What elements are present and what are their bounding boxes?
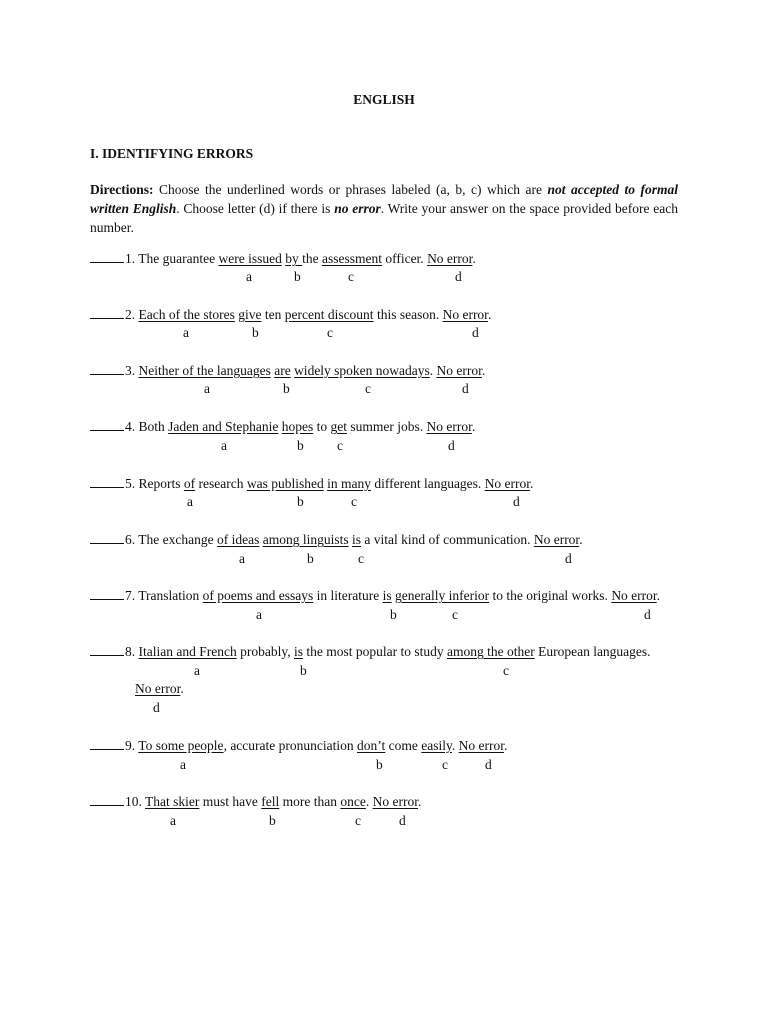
option-d-text: No error [436,363,482,378]
option-label-c: c [365,381,371,396]
option-label-d: d [462,381,469,396]
option-label-b: b [252,325,259,340]
section-heading: I. IDENTIFYING ERRORS [90,146,254,161]
question-text: different languages. [370,476,485,491]
question-1 [90,250,476,267]
question-text: this season. [373,307,443,322]
question-text: . [579,532,583,547]
question-text: summer jobs. [347,419,427,434]
option-label-a: a [204,381,210,396]
option-b-text: don’t [357,738,386,753]
option-label-c: c [442,757,448,772]
question-3 [90,362,485,379]
question-text: The guarantee [135,251,219,266]
option-b-text: was published [246,476,324,491]
answer-blank[interactable] [90,587,124,600]
option-label-d: d [565,551,572,566]
option-d-text: No error [458,738,505,753]
option-b-text: by [285,251,303,266]
answer-blank[interactable] [90,306,124,319]
option-b-text: is [382,588,392,603]
option-d-text: No error [533,532,580,547]
option-label-c: c [327,325,333,340]
option-label-c: c [337,438,343,453]
option-a-text: were issued [218,251,282,266]
question-text: . [487,307,492,322]
question-number: 10. [125,794,142,809]
option-c-text: is [351,532,361,547]
option-c-text: get [330,419,347,434]
option-label-a: a [180,757,186,772]
question-8-continuation [135,681,184,697]
question-text: Reports [135,476,184,491]
question-2 [90,306,491,323]
option-a-text: of ideas [216,532,260,547]
answer-blank[interactable] [90,250,124,263]
question-text: the most popular to study [302,644,447,659]
answer-blank[interactable] [90,643,124,656]
option-d-text: No error [442,307,488,322]
option-label-b: b [297,438,304,453]
question-number: 6. [125,532,136,547]
question-8 [90,643,651,660]
answer-blank[interactable] [90,793,124,806]
option-a-text: Italian and French [138,644,237,659]
option-d-text: No error [135,681,181,696]
option-c-text: assessment [321,251,382,266]
option-label-d: d [644,607,651,622]
question-text: . [530,476,534,491]
option-label-b: b [297,494,304,509]
question-text: , accurate pronunciation [223,738,358,753]
question-text: . [504,738,508,753]
page-title: ENGLISH [353,92,415,107]
directions-emphasis: no error [334,201,381,216]
option-a-text: Neither of the languages [138,363,271,378]
option-d-text: No error [427,251,473,266]
question-text: research [195,476,247,491]
question-text: Both [135,419,169,434]
option-c-text: in many [327,476,371,491]
option-label-a: a [239,551,245,566]
option-a-text: Jaden and Stephanie [168,419,279,434]
option-c-text: easily [421,738,452,753]
question-9 [90,737,507,754]
option-c-text: widely spoken nowadays [294,363,430,378]
answer-blank[interactable] [90,737,124,750]
question-number: 7. [125,588,136,603]
option-label-a: a [187,494,193,509]
option-d-text: No error [372,794,418,809]
option-d-text: No error [484,476,531,491]
directions-text: . Choose letter (d) if there is [176,201,335,216]
option-b-text: hopes [281,419,314,434]
option-a-text: of [183,476,196,491]
question-number: 5. [125,476,136,491]
option-label-b: b [376,757,383,772]
question-text: come [385,738,422,753]
question-text: . [417,794,422,809]
option-label-d: d [448,438,455,453]
option-a-text: That skier [145,794,200,809]
option-label-b: b [269,813,276,828]
question-text: . [429,363,437,378]
question-text: must have [199,794,262,809]
option-label-d: d [472,325,479,340]
question-text: more than [279,794,341,809]
option-a-text: To some people [138,738,224,753]
question-text: . [472,251,476,266]
question-text: to [313,419,331,434]
question-number: 2. [125,307,136,322]
option-label-b: b [283,381,290,396]
directions-text: Choose the underlined words or phrases labeled (a, b, c) which are [153,182,548,197]
option-label-c: c [348,269,354,284]
question-5 [90,475,533,492]
question-text: European languages. [534,644,651,659]
option-label-a: a [183,325,189,340]
directions-lead: Directions: [90,182,154,197]
question-text: . [180,681,184,696]
question-text: . [471,419,476,434]
option-label-b: b [390,607,397,622]
option-label-d: d [513,494,520,509]
option-label-c: c [503,663,509,678]
question-number: 9. [125,738,136,753]
option-c-text: generally inferior [395,588,490,603]
option-b-text: is [293,644,303,659]
question-text: in literature [313,588,383,603]
directions-text: . Write your answer on the space provided before each number. [90,201,678,235]
directions-paragraph [90,180,678,237]
option-b-text: among linguists [262,532,349,547]
question-text: . [481,363,486,378]
option-label-c: c [355,813,361,828]
question-text: . [451,738,459,753]
question-text: Translation [135,588,203,603]
option-label-a: a [170,813,176,828]
option-label-a: a [256,607,262,622]
option-label-b: b [307,551,314,566]
question-text: to the original works. [489,588,612,603]
option-label-c: c [351,494,357,509]
option-label-a: a [194,663,200,678]
option-label-c: c [358,551,364,566]
question-text: officer. [381,251,428,266]
question-4 [90,418,475,435]
option-c-text: among the other [446,644,535,659]
directions-emphasis: not accepted to formal written English [90,182,678,216]
option-label-d: d [153,700,160,715]
answer-blank[interactable] [90,418,124,431]
option-label-d: d [485,757,492,772]
question-number: 8. [125,644,136,659]
question-text: a vital kind of communication. [360,532,534,547]
option-label-b: b [300,663,307,678]
option-label-a: a [221,438,227,453]
option-label-c: c [452,607,458,622]
option-c-text: percent discount [284,307,374,322]
option-label-b: b [294,269,301,284]
question-text: . [656,588,661,603]
option-a-text: Each of the stores [138,307,235,322]
option-label-d: d [455,269,462,284]
option-d-text: No error [611,588,657,603]
question-text: ten [261,307,285,322]
option-label-a: a [246,269,252,284]
answer-blank[interactable] [90,475,124,488]
option-b-text: are [274,363,291,378]
option-d-text: No error [426,419,472,434]
question-text: probably, [236,644,294,659]
option-c-text: once [340,794,366,809]
answer-blank[interactable] [90,362,124,375]
question-6 [90,531,583,548]
question-7 [90,587,660,604]
option-a-text: of poems and essays [202,588,314,603]
option-label-d: d [399,813,406,828]
answer-blank[interactable] [90,531,124,544]
question-number: 1. [125,251,136,266]
question-10 [90,793,421,810]
question-number: 3. [125,363,136,378]
question-number: 4. [125,419,136,434]
question-text: The exchange [135,532,217,547]
option-b-text: fell [261,794,280,809]
question-text: the [302,251,322,266]
question-text: . [365,794,373,809]
option-b-text: give [238,307,262,322]
